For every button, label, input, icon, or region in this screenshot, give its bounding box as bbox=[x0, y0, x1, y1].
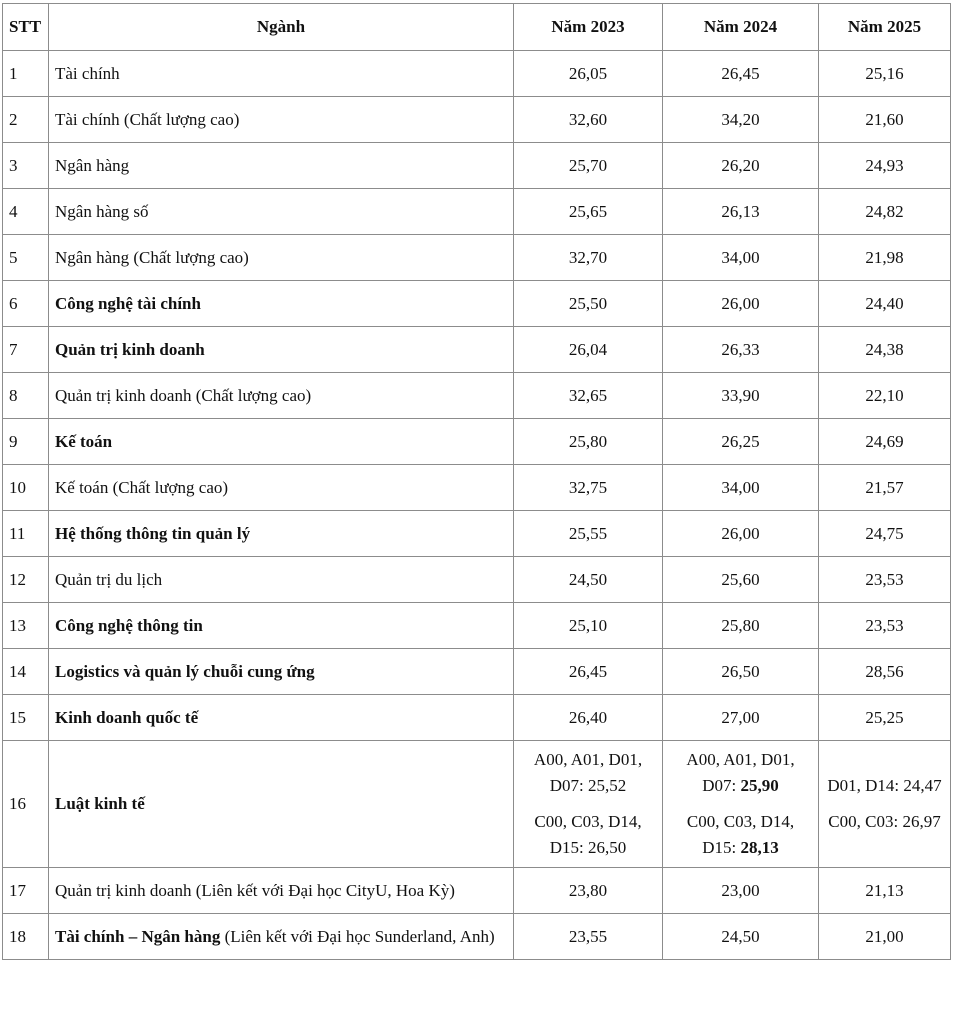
admission-scores-table bbox=[2, 3, 951, 960]
table-row bbox=[3, 419, 951, 465]
major-name-cell bbox=[49, 914, 514, 960]
stt-cell: 10 bbox=[3, 465, 49, 511]
score-2025-cell: 21,13 bbox=[819, 868, 951, 914]
score-2023-cell bbox=[514, 741, 663, 868]
table-row bbox=[3, 189, 951, 235]
score-2025-cell: 24,75 bbox=[819, 511, 951, 557]
score-2023-cell: 26,04 bbox=[514, 327, 663, 373]
table-row bbox=[3, 143, 951, 189]
score-2025-cell: 24,69 bbox=[819, 419, 951, 465]
table-row bbox=[3, 97, 951, 143]
stt-cell: 5 bbox=[3, 235, 49, 281]
score-2025-cell bbox=[819, 741, 951, 868]
score-2023-cell: 25,80 bbox=[514, 419, 663, 465]
stt-cell: 9 bbox=[3, 419, 49, 465]
score-2024-cell: 26,20 bbox=[663, 143, 819, 189]
score-2024-cell: 25,80 bbox=[663, 603, 819, 649]
stt-cell: 13 bbox=[3, 603, 49, 649]
header-year-2025: Năm 2025 bbox=[819, 4, 951, 51]
score-2025-cell: 25,25 bbox=[819, 695, 951, 741]
major-name-note: (Liên kết với Đại học Sunderland, Anh) bbox=[220, 926, 495, 946]
score-2023-cell: 32,60 bbox=[514, 97, 663, 143]
score-2025-cell: 23,53 bbox=[819, 557, 951, 603]
subject-group-label: D01, D14: bbox=[827, 776, 900, 795]
table-row bbox=[3, 51, 951, 97]
major-name-cell: Luật kinh tế bbox=[49, 741, 514, 868]
score-2025-cell: 24,82 bbox=[819, 189, 951, 235]
table-row bbox=[3, 281, 951, 327]
major-name-cell: Quản trị du lịch bbox=[49, 557, 514, 603]
score-2024-cell: 26,45 bbox=[663, 51, 819, 97]
score-2025-cell: 24,93 bbox=[819, 143, 951, 189]
table-row bbox=[3, 327, 951, 373]
score-2024-cell: 23,00 bbox=[663, 868, 819, 914]
stt-cell: 11 bbox=[3, 511, 49, 557]
subject-group-score: 26,97 bbox=[902, 812, 941, 831]
subject-group-2 bbox=[825, 809, 944, 835]
major-name-cell: Công nghệ tài chính bbox=[49, 281, 514, 327]
score-2024-cell: 25,60 bbox=[663, 557, 819, 603]
score-2023-cell: 25,10 bbox=[514, 603, 663, 649]
table-row bbox=[3, 695, 951, 741]
stt-cell: 6 bbox=[3, 281, 49, 327]
major-name-cell: Ngân hàng số bbox=[49, 189, 514, 235]
score-2023-cell: 26,05 bbox=[514, 51, 663, 97]
table-row bbox=[3, 235, 951, 281]
header-year-2024: Năm 2024 bbox=[663, 4, 819, 51]
score-2023-cell: 32,70 bbox=[514, 235, 663, 281]
table-row bbox=[3, 465, 951, 511]
score-2024-cell: 34,20 bbox=[663, 97, 819, 143]
subject-group-label: A00, A01, D01, D07: bbox=[533, 750, 643, 795]
stt-cell: 16 bbox=[3, 741, 49, 868]
score-2023-cell: 26,40 bbox=[514, 695, 663, 741]
table-row bbox=[3, 603, 951, 649]
score-2024-cell: 26,00 bbox=[663, 281, 819, 327]
major-name-cell: Quản trị kinh doanh (Liên kết với Đại học CityU, Hoa Kỳ) bbox=[49, 868, 514, 914]
subject-group-1 bbox=[825, 773, 944, 799]
score-2025-cell: 21,57 bbox=[819, 465, 951, 511]
subject-group-score: 26,50 bbox=[588, 838, 627, 857]
score-2025-cell: 25,16 bbox=[819, 51, 951, 97]
subject-group-1 bbox=[669, 747, 812, 799]
subject-group-1 bbox=[520, 747, 656, 799]
score-2023-cell: 32,65 bbox=[514, 373, 663, 419]
stt-cell: 12 bbox=[3, 557, 49, 603]
major-name-cell: Kinh doanh quốc tế bbox=[49, 695, 514, 741]
table-row bbox=[3, 557, 951, 603]
score-2025-cell: 24,40 bbox=[819, 281, 951, 327]
table-row bbox=[3, 868, 951, 914]
stt-cell: 15 bbox=[3, 695, 49, 741]
score-2023-cell: 25,50 bbox=[514, 281, 663, 327]
major-name-cell: Hệ thống thông tin quản lý bbox=[49, 511, 514, 557]
score-2024-cell: 26,33 bbox=[663, 327, 819, 373]
table-row bbox=[3, 373, 951, 419]
score-2024-cell: 34,00 bbox=[663, 465, 819, 511]
score-2025-cell: 21,60 bbox=[819, 97, 951, 143]
score-2024-cell bbox=[663, 741, 819, 868]
subject-group-label: C00, C03, D14, D15: bbox=[534, 812, 642, 857]
score-2025-cell: 21,98 bbox=[819, 235, 951, 281]
score-2023-cell: 25,70 bbox=[514, 143, 663, 189]
header-stt: STT bbox=[3, 4, 49, 51]
subject-group-score: 24,47 bbox=[903, 776, 942, 795]
table-row bbox=[3, 741, 951, 868]
stt-cell: 4 bbox=[3, 189, 49, 235]
score-2025-cell: 24,38 bbox=[819, 327, 951, 373]
subject-group-score: 25,90 bbox=[740, 776, 779, 795]
stt-cell: 17 bbox=[3, 868, 49, 914]
subject-group-2 bbox=[520, 809, 656, 861]
table-row bbox=[3, 649, 951, 695]
score-2025-cell: 21,00 bbox=[819, 914, 951, 960]
stt-cell: 1 bbox=[3, 51, 49, 97]
stt-cell: 3 bbox=[3, 143, 49, 189]
major-name-cell: Ngân hàng (Chất lượng cao) bbox=[49, 235, 514, 281]
score-2025-cell: 28,56 bbox=[819, 649, 951, 695]
stt-cell: 7 bbox=[3, 327, 49, 373]
subject-group-label: A00, A01, D01, D07: bbox=[686, 750, 795, 795]
score-2023-cell: 23,80 bbox=[514, 868, 663, 914]
score-2024-cell: 27,00 bbox=[663, 695, 819, 741]
score-2024-cell: 24,50 bbox=[663, 914, 819, 960]
table-row bbox=[3, 511, 951, 557]
score-2023-cell: 25,65 bbox=[514, 189, 663, 235]
score-2023-cell: 23,55 bbox=[514, 914, 663, 960]
major-name-cell: Tài chính bbox=[49, 51, 514, 97]
score-2024-cell: 26,00 bbox=[663, 511, 819, 557]
major-name-cell: Tài chính (Chất lượng cao) bbox=[49, 97, 514, 143]
header-row bbox=[3, 4, 951, 51]
stt-cell: 8 bbox=[3, 373, 49, 419]
major-name-cell: Quản trị kinh doanh bbox=[49, 327, 514, 373]
stt-cell: 14 bbox=[3, 649, 49, 695]
table-row bbox=[3, 914, 951, 960]
major-name-cell: Công nghệ thông tin bbox=[49, 603, 514, 649]
major-name-cell: Ngân hàng bbox=[49, 143, 514, 189]
score-2025-cell: 23,53 bbox=[819, 603, 951, 649]
header-name: Ngành bbox=[49, 4, 514, 51]
stt-cell: 2 bbox=[3, 97, 49, 143]
major-name-cell: Quản trị kinh doanh (Chất lượng cao) bbox=[49, 373, 514, 419]
stt-cell: 18 bbox=[3, 914, 49, 960]
major-name-cell: Logistics và quản lý chuỗi cung ứng bbox=[49, 649, 514, 695]
score-2023-cell: 32,75 bbox=[514, 465, 663, 511]
score-2023-cell: 26,45 bbox=[514, 649, 663, 695]
major-name-cell: Kế toán (Chất lượng cao) bbox=[49, 465, 514, 511]
score-2023-cell: 24,50 bbox=[514, 557, 663, 603]
subject-group-label: C00, C03, D14, D15: bbox=[686, 812, 795, 857]
subject-group-label: C00, C03: bbox=[828, 812, 899, 831]
subject-group-2 bbox=[669, 809, 812, 861]
score-2023-cell: 25,55 bbox=[514, 511, 663, 557]
subject-group-score: 25,52 bbox=[588, 776, 627, 795]
score-2024-cell: 26,13 bbox=[663, 189, 819, 235]
major-name-bold: Tài chính – Ngân hàng bbox=[55, 926, 221, 946]
header-year-2023: Năm 2023 bbox=[514, 4, 663, 51]
score-2024-cell: 33,90 bbox=[663, 373, 819, 419]
score-2025-cell: 22,10 bbox=[819, 373, 951, 419]
subject-group-score: 28,13 bbox=[740, 838, 779, 857]
score-2024-cell: 26,50 bbox=[663, 649, 819, 695]
score-2024-cell: 26,25 bbox=[663, 419, 819, 465]
major-name-cell: Kế toán bbox=[49, 419, 514, 465]
score-2024-cell: 34,00 bbox=[663, 235, 819, 281]
